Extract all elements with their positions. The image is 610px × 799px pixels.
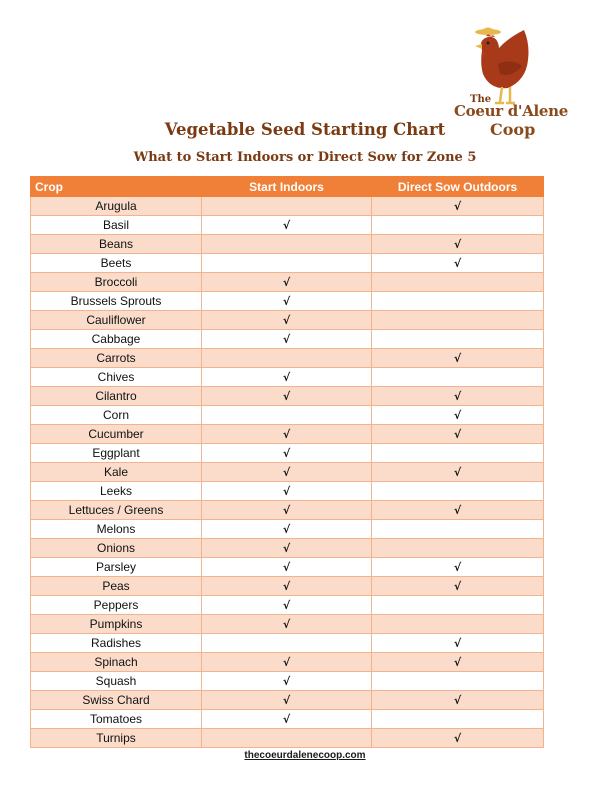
crop-cell: Eggplant: [31, 444, 202, 463]
footer: [0, 750, 610, 761]
table-row: [31, 254, 544, 273]
table-row: [31, 387, 544, 406]
direct-sow-cell: √: [372, 387, 544, 406]
table-row: [31, 596, 544, 615]
table-row: [31, 558, 544, 577]
crop-cell: Spinach: [31, 653, 202, 672]
table-row: [31, 463, 544, 482]
logo-the-text: The: [470, 94, 492, 105]
crop-cell: Tomatoes: [31, 710, 202, 729]
start-indoors-cell: √: [202, 311, 372, 330]
table-row: [31, 501, 544, 520]
start-indoors-cell: √: [202, 672, 372, 691]
direct-sow-cell: [372, 482, 544, 501]
start-indoors-cell: √: [202, 216, 372, 235]
start-indoors-cell: √: [202, 425, 372, 444]
table-row: [31, 368, 544, 387]
start-indoors-cell: √: [202, 539, 372, 558]
table-row: [31, 197, 544, 216]
table-row: [31, 482, 544, 501]
crop-cell: Basil: [31, 216, 202, 235]
table-row: [31, 330, 544, 349]
header-crop: Crop: [31, 177, 202, 197]
table-row: [31, 653, 544, 672]
crop-cell: Radishes: [31, 634, 202, 653]
direct-sow-cell: √: [372, 235, 544, 254]
start-indoors-cell: √: [202, 615, 372, 634]
crop-cell: Chives: [31, 368, 202, 387]
table-row: [31, 710, 544, 729]
start-indoors-cell: √: [202, 653, 372, 672]
start-indoors-cell: √: [202, 387, 372, 406]
start-indoors-cell: √: [202, 273, 372, 292]
direct-sow-cell: [372, 596, 544, 615]
direct-sow-cell: [372, 710, 544, 729]
start-indoors-cell: [202, 729, 372, 748]
direct-sow-cell: √: [372, 349, 544, 368]
crop-cell: Cilantro: [31, 387, 202, 406]
table-row: [31, 520, 544, 539]
seed-starting-table: [30, 176, 544, 748]
direct-sow-cell: [372, 520, 544, 539]
table-row: [31, 235, 544, 254]
website-link[interactable]: thecoeurdalenecoop.com: [244, 750, 366, 761]
start-indoors-cell: √: [202, 368, 372, 387]
header-start-indoors: Start Indoors: [202, 177, 372, 197]
logo-name-text: Coeur d'Alene: [454, 102, 569, 120]
direct-sow-cell: [372, 216, 544, 235]
crop-cell: Brussels Sprouts: [31, 292, 202, 311]
table-header-row: [31, 177, 544, 197]
table-row: [31, 577, 544, 596]
direct-sow-cell: [372, 311, 544, 330]
direct-sow-cell: [372, 273, 544, 292]
start-indoors-cell: √: [202, 330, 372, 349]
start-indoors-cell: [202, 634, 372, 653]
crop-cell: Turnips: [31, 729, 202, 748]
crop-cell: Melons: [31, 520, 202, 539]
crop-cell: Beans: [31, 235, 202, 254]
crop-cell: Beets: [31, 254, 202, 273]
page-title: Vegetable Seed Starting Chart: [164, 120, 446, 139]
page-subtitle: What to Start Indoors or Direct Sow for Zone 5: [133, 150, 477, 165]
crop-cell: Cabbage: [31, 330, 202, 349]
start-indoors-cell: [202, 197, 372, 216]
start-indoors-cell: [202, 406, 372, 425]
logo-coop-text: Coop: [490, 120, 536, 139]
direct-sow-cell: √: [372, 691, 544, 710]
crop-cell: Broccoli: [31, 273, 202, 292]
table-row: [31, 615, 544, 634]
crop-cell: Kale: [31, 463, 202, 482]
start-indoors-cell: √: [202, 292, 372, 311]
direct-sow-cell: [372, 672, 544, 691]
table-row: [31, 634, 544, 653]
crop-cell: Onions: [31, 539, 202, 558]
table-row: [31, 444, 544, 463]
crop-cell: Parsley: [31, 558, 202, 577]
table-row: [31, 216, 544, 235]
start-indoors-cell: √: [202, 520, 372, 539]
crop-cell: Peas: [31, 577, 202, 596]
table-row: [31, 273, 544, 292]
table-row: [31, 292, 544, 311]
start-indoors-cell: √: [202, 577, 372, 596]
direct-sow-cell: √: [372, 653, 544, 672]
crop-cell: Cauliflower: [31, 311, 202, 330]
direct-sow-cell: [372, 292, 544, 311]
crop-cell: Corn: [31, 406, 202, 425]
start-indoors-cell: √: [202, 710, 372, 729]
start-indoors-cell: √: [202, 482, 372, 501]
crop-cell: Cucumber: [31, 425, 202, 444]
table-row: [31, 539, 544, 558]
table-row: [31, 311, 544, 330]
direct-sow-cell: √: [372, 425, 544, 444]
header-direct-sow: Direct Sow Outdoors: [372, 177, 544, 197]
direct-sow-cell: √: [372, 634, 544, 653]
direct-sow-cell: √: [372, 558, 544, 577]
direct-sow-cell: [372, 368, 544, 387]
table-row: [31, 691, 544, 710]
start-indoors-cell: √: [202, 596, 372, 615]
crop-cell: Arugula: [31, 197, 202, 216]
table-row: [31, 425, 544, 444]
start-indoors-cell: √: [202, 444, 372, 463]
crop-cell: Peppers: [31, 596, 202, 615]
start-indoors-cell: [202, 235, 372, 254]
table-row: [31, 729, 544, 748]
direct-sow-cell: [372, 539, 544, 558]
crop-cell: Swiss Chard: [31, 691, 202, 710]
direct-sow-cell: √: [372, 197, 544, 216]
start-indoors-cell: [202, 349, 372, 368]
start-indoors-cell: √: [202, 558, 372, 577]
crop-cell: Squash: [31, 672, 202, 691]
direct-sow-cell: √: [372, 729, 544, 748]
crop-cell: Pumpkins: [31, 615, 202, 634]
direct-sow-cell: √: [372, 501, 544, 520]
start-indoors-cell: √: [202, 501, 372, 520]
start-indoors-cell: √: [202, 691, 372, 710]
direct-sow-cell: √: [372, 406, 544, 425]
table-row: [31, 672, 544, 691]
start-indoors-cell: √: [202, 463, 372, 482]
crop-cell: Lettuces / Greens: [31, 501, 202, 520]
crop-cell: Carrots: [31, 349, 202, 368]
direct-sow-cell: [372, 330, 544, 349]
direct-sow-cell: √: [372, 254, 544, 273]
direct-sow-cell: [372, 444, 544, 463]
crop-cell: Leeks: [31, 482, 202, 501]
table-row: [31, 349, 544, 368]
direct-sow-cell: √: [372, 463, 544, 482]
table-row: [31, 406, 544, 425]
start-indoors-cell: [202, 254, 372, 273]
direct-sow-cell: [372, 615, 544, 634]
direct-sow-cell: √: [372, 577, 544, 596]
